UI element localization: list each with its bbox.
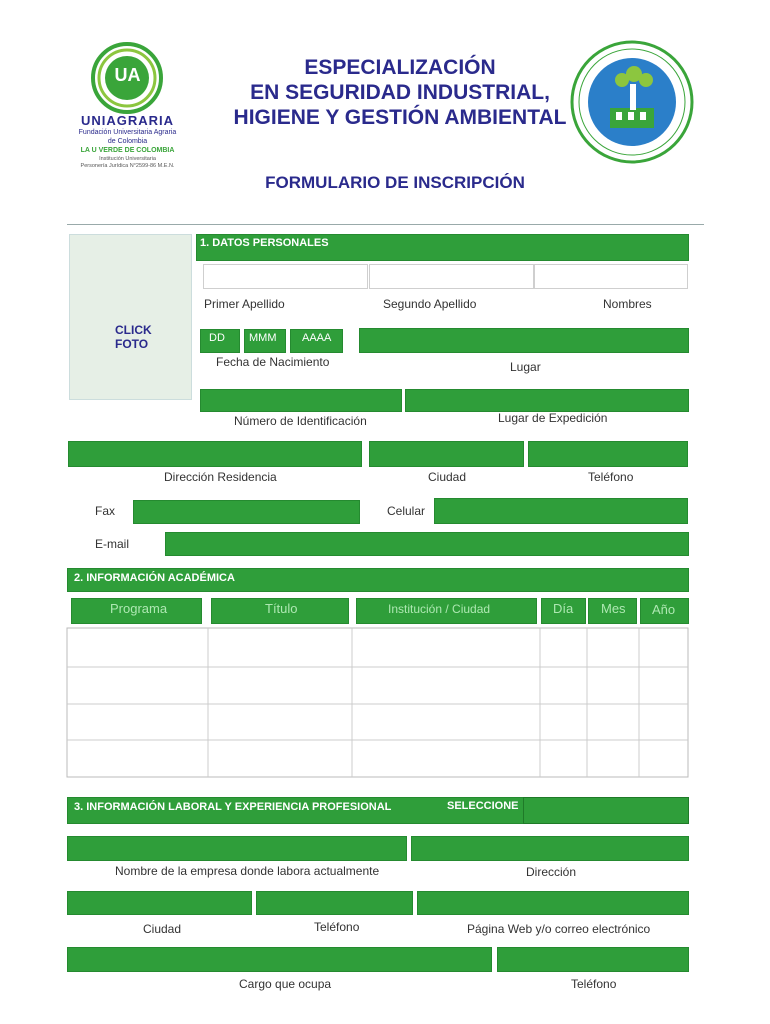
direccion-residencia-label: Dirección Residencia <box>164 470 277 484</box>
cargo-field[interactable] <box>67 947 492 972</box>
col-anio-label: Año <box>652 602 676 617</box>
uniagraria-tagline: LA U VERDE DE COLOMBIA <box>80 147 175 154</box>
uniagraria-name: UNIAGRARIA <box>80 113 175 128</box>
nombres-label: Nombres <box>603 297 652 311</box>
pagina-web-label: Página Web y/o correo electrónico <box>467 922 651 936</box>
form-title: FORMULARIO DE INSCRIPCIÓN <box>265 173 525 192</box>
birth-year-placeholder: AAAA <box>302 332 332 344</box>
direccion-empresa-field[interactable] <box>411 836 689 861</box>
col-institucion-label: Institución / Ciudad <box>388 602 491 616</box>
uniagraria-logo <box>70 40 185 169</box>
col-mes-label: Mes <box>601 601 626 616</box>
specialization-seal-icon <box>570 40 695 165</box>
lugar-expedicion-field[interactable] <box>405 389 689 412</box>
telefono-field[interactable] <box>528 441 688 467</box>
birth-month-placeholder: MMM <box>249 332 277 344</box>
email-label: E-mail <box>95 537 130 551</box>
telefono2-field[interactable] <box>497 947 689 972</box>
uniagraria-inst: Institución Universitaria <box>99 156 156 162</box>
photo-label-line1: CLICK <box>115 323 152 337</box>
cargo-label: Cargo que ocupa <box>239 977 332 991</box>
telefono-empresa-label: Teléfono <box>314 920 360 934</box>
ciudad-empresa-field[interactable] <box>67 891 252 915</box>
empresa-label: Nombre de la empresa donde labora actualmente <box>115 864 380 878</box>
academic-table[interactable] <box>66 627 690 779</box>
segundo-apellido-field[interactable] <box>369 264 534 289</box>
photo-box[interactable] <box>69 234 192 400</box>
program-title-line1: ESPECIALIZACIÓN <box>304 56 496 79</box>
telefono-label: Teléfono <box>588 470 634 484</box>
col-titulo-label: Título <box>265 601 298 616</box>
birth-day-placeholder: DD <box>209 332 225 344</box>
primer-apellido-label: Primer Apellido <box>204 297 285 311</box>
telefono-empresa-field[interactable] <box>256 891 413 915</box>
direccion-empresa-label: Dirección <box>526 865 577 879</box>
lugar-field[interactable] <box>359 328 689 353</box>
celular-label: Celular <box>387 504 426 518</box>
email-field[interactable] <box>165 532 689 556</box>
section2-title: 2. INFORMACIÓN ACADÉMICA <box>74 572 235 584</box>
col-dia-label: Día <box>553 601 574 616</box>
segundo-apellido-label: Segundo Apellido <box>383 297 477 311</box>
uniagraria-legal: Personería Jurídica N°2599-86 M.E.N. <box>80 163 175 169</box>
numero-identificacion-label: Número de Identificación <box>234 414 367 428</box>
uniagraria-sub2: de Colombia <box>107 138 148 145</box>
divider <box>67 224 704 225</box>
primer-apellido-field[interactable] <box>203 264 368 289</box>
fax-field[interactable] <box>133 500 360 524</box>
lugar-expedicion-label: Lugar de Expedición <box>498 411 608 425</box>
celular-field[interactable] <box>434 498 688 524</box>
photo-label-line2: FOTO <box>115 337 149 351</box>
col-programa-label: Programa <box>110 601 168 616</box>
lugar-label: Lugar <box>510 360 541 374</box>
ciudad-field[interactable] <box>369 441 524 467</box>
section3-title: 3. INFORMACIÓN LABORAL Y EXPERIENCIA PROFESIONAL <box>74 801 392 813</box>
fax-label: Fax <box>95 504 116 518</box>
direccion-residencia-field[interactable] <box>68 441 362 467</box>
program-title-line3: HIGIENE Y GESTIÓN AMBIENTAL <box>233 106 567 129</box>
section1-title: 1. DATOS PERSONALES <box>200 237 329 249</box>
specialization-seal <box>570 40 695 165</box>
fecha-nacimiento-label: Fecha de Nacimiento <box>216 355 330 369</box>
numero-identificacion-field[interactable] <box>200 389 402 412</box>
program-title-line2: EN SEGURIDAD INDUSTRIAL, <box>250 81 550 104</box>
pagina-web-field[interactable] <box>417 891 689 915</box>
seleccione-dropdown[interactable] <box>523 797 689 824</box>
ciudad-label: Ciudad <box>428 470 467 484</box>
telefono2-label: Teléfono <box>571 977 617 991</box>
empresa-field[interactable] <box>67 836 407 861</box>
nombres-field[interactable] <box>534 264 688 289</box>
ciudad-empresa-label: Ciudad <box>143 922 182 936</box>
ua-initials: UA <box>114 65 141 85</box>
uniagraria-sub1: Fundación Universitaria Agraria <box>78 129 177 136</box>
seleccione-label: SELECCIONE <box>447 800 519 812</box>
